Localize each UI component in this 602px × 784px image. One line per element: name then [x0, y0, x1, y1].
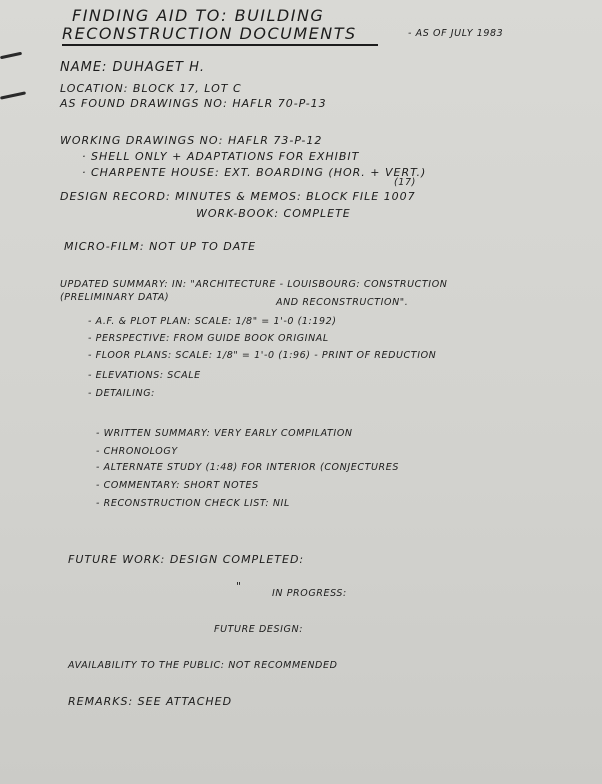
summary-line-2: AND RECONSTRUCTION". [276, 297, 409, 308]
summary-item: - CHRONOLOGY [96, 446, 178, 457]
title-underline [62, 44, 378, 46]
binder-mark [0, 52, 22, 60]
summary-item: - RECONSTRUCTION CHECK LIST: NIL [96, 498, 290, 509]
summary-line-1: UPDATED SUMMARY: IN: "ARCHITECTURE - LOUISBOURG: CONSTRUCTION [60, 279, 448, 290]
availability-line: AVAILABILITY TO THE PUBLIC: NOT RECOMMENDED [68, 660, 338, 671]
working-item: · CHARPENTE HOUSE: EXT. BOARDING (HOR. + VERT.) [82, 166, 427, 179]
microfilm-line: MICRO-FILM: NOT UP TO DATE [64, 240, 257, 253]
work-book-line: WORK-BOOK: COMPLETE [196, 207, 351, 220]
design-record-superscript: (17) [394, 177, 416, 188]
summary-item: - ALTERNATE STUDY (1:48) FOR INTERIOR (CONJECTURES [96, 462, 399, 473]
working-item: · SHELL ONLY + ADAPTATIONS FOR EXHIBIT [82, 150, 360, 163]
summary-note: (PRELIMINARY DATA) [60, 292, 170, 303]
future-in-progress: IN PROGRESS: [272, 588, 347, 599]
binder-mark [0, 91, 26, 99]
as-found-field: AS FOUND DRAWINGS NO: HAFLR 70-P-13 [60, 97, 327, 110]
doc-date: - AS OF JULY 1983 [408, 28, 504, 39]
future-quote-mark: " [236, 580, 243, 593]
design-record-line: DESIGN RECORD: MINUTES & MEMOS: BLOCK FILE 1007 [60, 190, 416, 203]
summary-item: - WRITTEN SUMMARY: VERY EARLY COMPILATION [96, 428, 353, 439]
doc-title-line-2: RECONSTRUCTION DOCUMENTS [62, 24, 357, 43]
summary-item: - FLOOR PLANS: SCALE: 1/8" = 1'-0 (1:96) - PRINT OF REDUCTION [88, 350, 437, 361]
name-field: NAME: DUHAGET H. [60, 60, 206, 75]
doc-title-line-1: FINDING AID TO: BUILDING [72, 6, 325, 25]
summary-item: - A.F. & PLOT PLAN: SCALE: 1/8" = 1'-0 (1:192) [88, 316, 337, 327]
summary-item: - COMMENTARY: SHORT NOTES [96, 480, 259, 491]
summary-item: - PERSPECTIVE: FROM GUIDE BOOK ORIGINAL [88, 333, 329, 344]
remarks-line: REMARKS: SEE ATTACHED [68, 695, 233, 708]
future-work-line: FUTURE WORK: DESIGN COMPLETED: [68, 553, 305, 566]
location-field: LOCATION: BLOCK 17, LOT C [60, 82, 242, 95]
summary-item: - ELEVATIONS: SCALE [88, 370, 201, 381]
summary-item: - DETAILING: [88, 388, 155, 399]
working-drawings-title: WORKING DRAWINGS NO: HAFLR 73-P-12 [60, 134, 323, 147]
future-design: FUTURE DESIGN: [214, 624, 304, 635]
